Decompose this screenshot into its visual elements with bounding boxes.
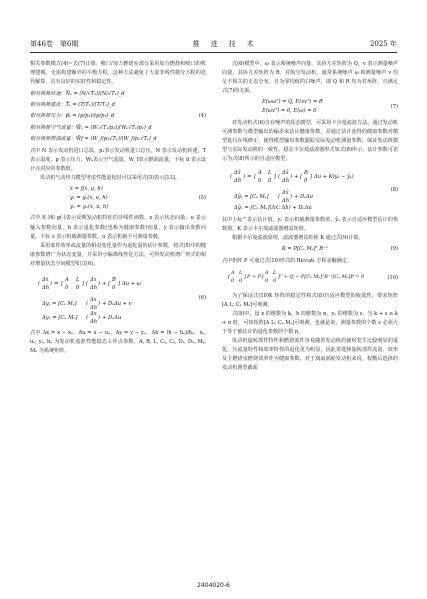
svg-text:A: A	[231, 269, 235, 276]
header-journal: 推 进 技 术	[192, 40, 256, 48]
svg-text:P + P: P + P	[247, 273, 262, 280]
svg-text:[: [	[262, 273, 264, 280]
svg-text:L: L	[239, 269, 243, 276]
svg-text:Δx̂: Δx̂	[282, 170, 289, 177]
equation-7	[222, 98, 398, 116]
header-volume: 第46卷 第6期	[30, 40, 79, 48]
equation-number: (7)	[390, 103, 398, 110]
equation-number: (8)	[390, 186, 398, 193]
eq-line: 相对换算转速：N̄ₛ = (N/√T₁)/(N/√T₁)_d	[30, 91, 125, 98]
svg-text:Δŷₛ = [Cₛ Mₛ]: Δŷₛ = [Cₛ Mₛ]	[234, 194, 269, 201]
svg-text:A: A	[65, 276, 69, 283]
svg-text:Δx: Δx	[90, 296, 97, 303]
paragraph: 根据卡尔曼滤波原理，滤波器增益矩阵 K 通过式(9)计算。	[232, 235, 364, 242]
svg-text:(: (	[230, 174, 233, 181]
svg-text:Δĥ: Δĥ	[282, 178, 290, 185]
paragraph: 采用部件效率或流量的相对变化量作为退化量的估计参数，将式(5)中的健康参数增广为状态变量，并采用小偏离线性化方法，可得发动机增广形式的相对增量状态空间模型如式(6)。	[30, 242, 206, 267]
svg-text:(: (	[278, 174, 281, 181]
svg-text:[: [	[254, 174, 257, 181]
svg-text:): )	[290, 174, 293, 181]
svg-text:0: 0	[265, 277, 269, 284]
eq-line: 相对换算燃油流量：W̄f = (W_f/p₁√T₁)/(W_f/p₁√T₁)_d	[30, 135, 157, 142]
svg-text:0: 0	[258, 178, 262, 185]
svg-text:]: ]	[274, 174, 277, 181]
svg-text:Δx̂: Δx̂	[282, 190, 289, 197]
svg-text:[: [	[61, 280, 64, 287]
paragraph: 式中矩阵 P 可通过式(10)形式的 Riccati 方程求解确定。	[222, 257, 352, 264]
svg-text:[: [	[108, 280, 111, 287]
equation-8	[222, 166, 398, 214]
svg-text:L: L	[273, 269, 277, 276]
svg-text:): )	[243, 174, 246, 181]
svg-text:A: A	[265, 269, 269, 276]
svg-text:]: ]	[82, 280, 85, 287]
paragraph: 式(8)中，设 x 的维数为 k，h 的维数为 n，yₛ 的维数为 s，当 k + s ≥ k + n 时，可知矩阵[A L; Cₛ Mₛ]可观测，也就是说，测量参数的个数 s 必须大于等于被估计的退化参数的个数 n。	[222, 310, 398, 336]
eq-line: 相对换算空气流量：W̄ₐ = (Wₐ√T₁/p₁)/(Wₐ√T₁/p₁)_d	[30, 124, 152, 131]
eq-line: ẋ = f(x, u, h)	[70, 186, 103, 193]
equation-10-graphic	[228, 268, 386, 286]
svg-text:0: 0	[231, 277, 235, 284]
svg-text:Δu + ω: Δu + ω	[122, 280, 141, 287]
equation-6-graphic	[36, 271, 186, 323]
svg-text:A: A	[258, 170, 262, 177]
svg-text:]: ]	[310, 174, 313, 181]
svg-text:[: [	[228, 273, 230, 280]
svg-text:): )	[50, 280, 53, 287]
svg-text:Δḣ: Δḣ	[42, 284, 50, 291]
svg-text:+ DₛΔu: + DₛΔu	[294, 194, 313, 201]
eq-line: K = P[Cₛ Mₛ]ᵀ R⁻¹	[281, 246, 329, 253]
svg-text:Δu + K(yₛ − ŷₛ): Δu + K(yₛ − ŷₛ)	[314, 174, 354, 181]
eq-line: E(ωωᵀ) = Q, E(vvᵀ) = R	[262, 99, 323, 106]
svg-text:B: B	[304, 170, 308, 177]
svg-text:=: =	[54, 280, 59, 287]
svg-text:]ᵀ + Q − P[Cₛ Mₛ]ᵀR⁻¹[Cₛ Mₛ]: ]ᵀ + Q − P[Cₛ Mₛ]ᵀR⁻¹[Cₛ Mₛ]P = 0	[278, 273, 365, 280]
svg-text:0: 0	[239, 277, 243, 284]
svg-text:=: =	[247, 174, 252, 181]
svg-text:(: (	[86, 300, 89, 307]
svg-text:Δh: Δh	[90, 318, 98, 323]
header-rule	[30, 52, 397, 53]
paragraph: 为了保证式(10)K 矩阵的稳定性和式(8)自适应模型的收敛性，要求矩阵[A L; Cₛ Mₛ]可观测。	[222, 292, 398, 308]
svg-text:Δh: Δh	[90, 284, 98, 291]
eq-line: E(ωvᵀ) = 0, E(ω) = 0	[262, 108, 317, 115]
svg-text:0: 0	[65, 284, 69, 291]
eq-line: 相对换算压力：p̄ₛ = (p/p₁)/(p/p₁)_d	[30, 113, 115, 120]
svg-text:Δh: Δh	[90, 304, 98, 311]
svg-text:(: (	[86, 314, 89, 321]
svg-text:): )	[98, 280, 101, 287]
equation-number: (5)	[198, 195, 206, 202]
paragraph: 式中 Δx = x − xₑ，Δu = u − uₑ，Δy = y − yₑ，Δh = (h − hₑ)/hₑ，xₑ, uₑ, yₑ, hₑ 为发动机基准性能稳态工作点参数，A, B, L, Cₛ, Cᵤ, Dₛ, Dᵤ, Mₛ, Mᵤ 为系统矩阵。	[30, 330, 206, 355]
paragraph: 发动机旋转部件特性和燃烧部件容易随着发动机的使用发生比较明显的退化，且流量特性和效率特性的退化更为明显，因此常选择旋转部件流量、效率及主燃烧室燃烧效率作为健康参数。对于涡扇涡轮发动机来说，权衡后选择的发动机典型截面	[222, 338, 398, 372]
equation-4-block	[30, 90, 206, 143]
svg-text:]: ]	[118, 280, 121, 287]
svg-text:L: L	[268, 170, 272, 177]
right-column	[222, 60, 398, 374]
paragraph: 其中上标^表示估计值，yₛ 表示机载测量参数值，ŷₛ 表示自适应模型估计的参数值，K 表示卡尔曼滤波器增益矩阵。	[222, 217, 398, 233]
page-number: 2404020-6	[197, 582, 230, 589]
paragraph: 式中 N 表示发动机进口总温，p₁表示发动机进口总压，N 表示发动机转速，T 表示温度，p 表示压力，Wₐ表示空气流量，W_f表示燃油流量，下标 d 表示设计点对应的参数值。	[30, 147, 206, 172]
svg-text:): )	[290, 194, 293, 201]
equation-10	[222, 268, 398, 290]
svg-text:Δŷᵤ = [Cᵤ Mᵤ](Δx̂; Δĥ) + DᵤΔu: Δŷᵤ = [Cᵤ Mᵤ](Δx̂; Δĥ) + DᵤΔu	[234, 205, 312, 211]
svg-text:Δyₛ = [Cₛ Mₛ]: Δyₛ = [Cₛ Mₛ]	[42, 300, 77, 307]
svg-text:0: 0	[76, 284, 80, 291]
paragraph: 相关参数模式(4)~式(7)计算。喷口/加力燃烧室部分采用加力燃烧和喷口的机理建模，无需构建额外的平衡方程，这种方法避免了大量非线性微分方程的迭代解算，具有良好的实时性和稳定性。	[30, 61, 206, 86]
eq-line: 相对换算温度：T̄ₛ = (T/T₁)/(T/T₁)_d	[30, 102, 115, 109]
paragraph: 式(6)模型中，ω 表示系统噪声向量，其协方差矩阵为 Q，v 表示测量噪声向量，其协方差矩阵为 R。对航空发动机，通常系统噪声 ω 和测量噪声 v 均呈不相关的正态分布，且为零均值的白噪声，即 Q 和 R 均为对角阵，且满足式(7)的关系。	[222, 61, 398, 95]
svg-text:+: +	[102, 280, 107, 287]
svg-text:B: B	[112, 276, 116, 283]
svg-text:[: [	[300, 174, 303, 181]
page-header	[30, 38, 397, 50]
left-column	[30, 60, 206, 356]
eq-line: yₛ = gₛ(x, u, h)	[70, 195, 108, 202]
svg-text:]: ]	[244, 273, 246, 280]
paragraph: 式中 f(·)和 g(·)表示反映发动机特征的非线性函数，x 表示状态向量，u 表示输入参数向量，h 表示退化参数(也称为健康参数)向量，y 表示输出参数向量。下标 s 表示机载测量参数，u 表示机载不可测量参数。	[30, 215, 206, 240]
svg-text:0: 0	[273, 277, 277, 284]
equation-number: (10)	[387, 275, 398, 282]
svg-text:): )	[98, 300, 101, 307]
equation-number: (4)	[198, 113, 206, 120]
svg-text:+: +	[294, 174, 299, 181]
svg-text:): )	[98, 314, 101, 321]
equation-9	[222, 245, 398, 254]
equation-8-graphic	[228, 166, 378, 210]
svg-text:0: 0	[304, 178, 308, 185]
svg-text:Δĥ̇: Δĥ̇	[234, 178, 242, 185]
equation-5	[30, 185, 206, 212]
svg-text:Δx̂̇: Δx̂̇	[234, 170, 241, 177]
paragraph: 对发动机式(6)含有噪声的状态模型，可采用卡尔曼滤波方法，通过发动机可测参数与模型输出的偏差来估计健康参数，并通过估计获得的健康参数对模型进行在线修正，使得模型输出参数跟踪实际发动机测量参数，保证发动机模型与实际发动机的一致性。稳态卡尔曼滤波器形式如式(8)所示，估计参数可表示为式(8)所示的自适应模型。	[222, 119, 398, 162]
svg-text:0: 0	[112, 284, 116, 291]
svg-text:L: L	[76, 276, 80, 283]
svg-text:Δyᵤ = [Cᵤ Mᵤ]: Δyᵤ = [Cᵤ Mᵤ]	[42, 314, 78, 321]
equation-number: (9)	[390, 246, 398, 253]
equation-number: (6)	[198, 295, 206, 302]
svg-text:Δẋ: Δẋ	[42, 276, 49, 283]
svg-text:(: (	[278, 194, 281, 201]
svg-text:+ DᵤΔu: + DᵤΔu	[102, 314, 122, 321]
svg-text:(: (	[38, 280, 41, 287]
svg-text:Δĥ: Δĥ	[282, 198, 290, 205]
paragraph: 发动机气动热力模型考虑性能退化时可以采用式(5)表示[13]。	[40, 175, 180, 182]
header-year: 2025 年	[369, 40, 397, 48]
equation-6	[30, 271, 206, 327]
eq-line: yᵤ = gᵤ(x, u, h)	[70, 204, 109, 211]
svg-text:Δx: Δx	[90, 276, 97, 283]
svg-text:0: 0	[268, 178, 272, 185]
svg-text:+ DₛΔu + v: + DₛΔu + v	[102, 300, 132, 307]
svg-text:(: (	[86, 280, 89, 287]
svg-text:Δx: Δx	[90, 310, 97, 317]
